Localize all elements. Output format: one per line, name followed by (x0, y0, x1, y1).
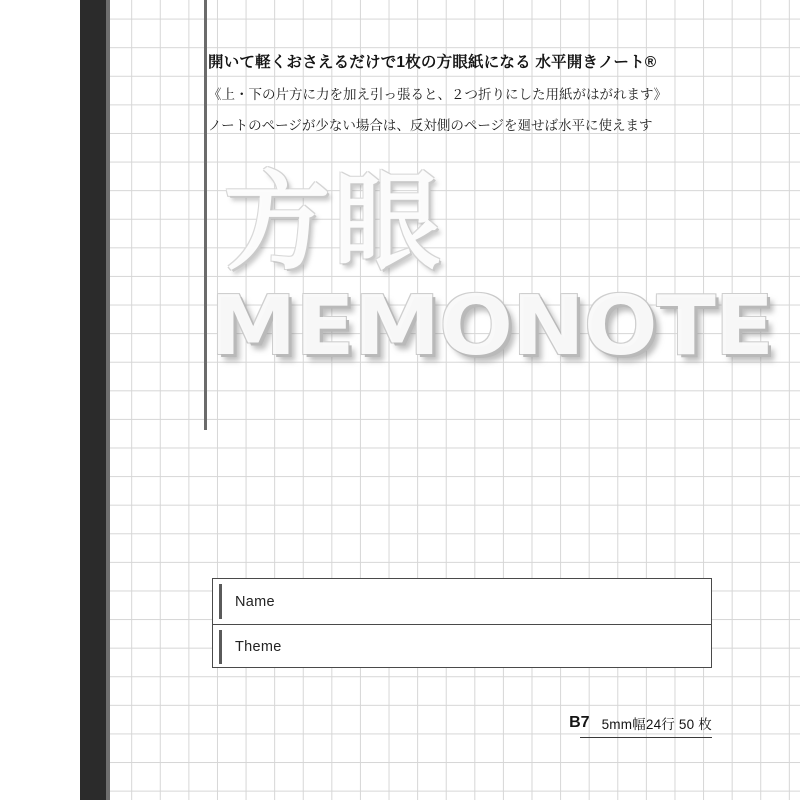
header-line-3: ノートのページが少ない場合は、反対側のページを廻せば水平に使えます (208, 118, 653, 133)
theme-field-row[interactable] (213, 624, 711, 669)
notebook-spine (80, 0, 106, 800)
theme-field-label: Theme (235, 639, 282, 655)
field-marker-icon (219, 584, 222, 619)
name-theme-box (212, 578, 712, 668)
spec-underline (580, 737, 712, 739)
title-latin: MEMONOTE (210, 279, 774, 374)
cover-title (210, 161, 790, 410)
name-field-row[interactable] (213, 579, 711, 624)
header-text-block (208, 50, 768, 134)
spec-size: B7 (569, 714, 590, 731)
spec-line (212, 706, 712, 740)
spec-detail: 5mm幅24行 50 枚 (601, 717, 712, 732)
header-line-2: 《上・下の片方に力を加え引っ張ると、２つ折りにした用紙がはがれます》 (208, 87, 667, 102)
spine-edge-strip (106, 0, 110, 800)
header-line-1: 開いて軽くおさえるだけで1枚の方眼紙になる 水平開きノート® (208, 54, 657, 71)
field-marker-icon (219, 630, 222, 664)
name-field-label: Name (235, 593, 275, 610)
vertical-rule (204, 0, 207, 430)
title-kanji: 方眼 (224, 161, 444, 284)
notebook-cover (80, 0, 800, 800)
